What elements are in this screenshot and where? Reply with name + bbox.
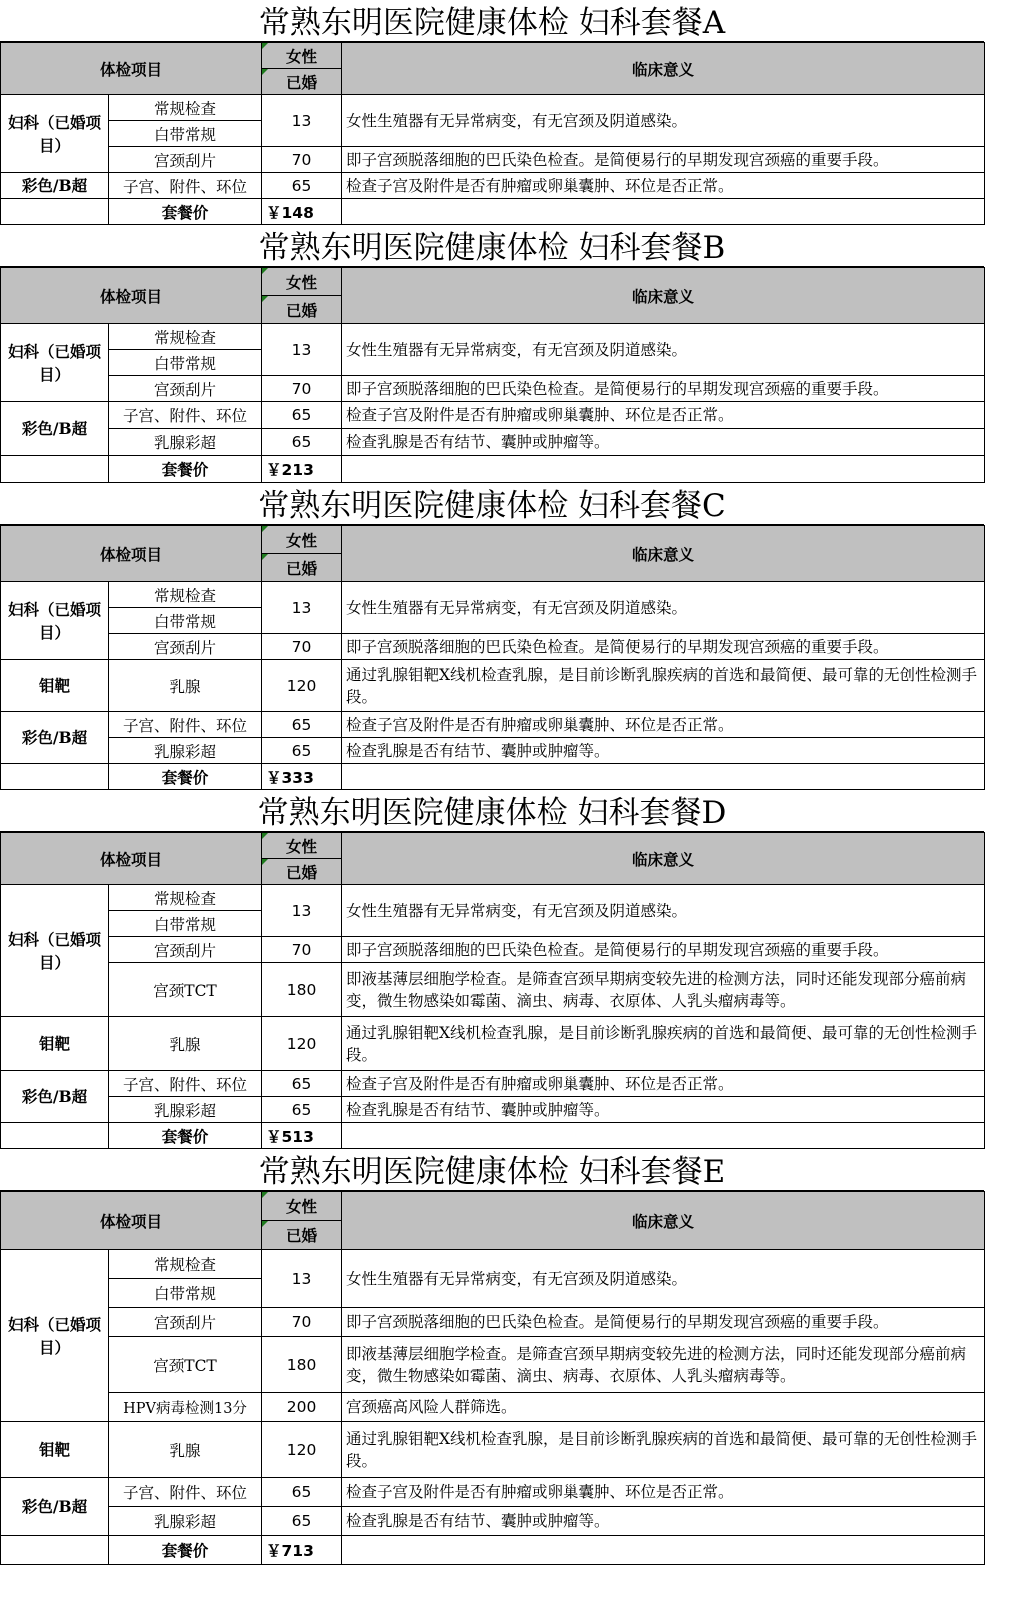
- header-meaning: 临床意义: [342, 1192, 985, 1250]
- meaning-cell: 通过乳腺钼靶X线机检查乳腺，是目前诊断乳腺疾病的首选和最简便、最可靠的无创性检测手段。: [342, 1422, 985, 1478]
- item-tct: 宫颈TCT: [109, 1337, 262, 1393]
- price-cell: 70: [262, 634, 342, 660]
- price-cell: 65: [262, 1071, 342, 1097]
- meaning-cell: 女性生殖器有无异常病变，有无宫颈及阴道感染。: [342, 324, 985, 376]
- total-label: 套餐价: [109, 1123, 262, 1149]
- meaning-cell: 宫颈癌高风险人群筛选。: [342, 1393, 985, 1422]
- item-pap: 宫颈刮片: [109, 147, 262, 173]
- meaning-cell: 通过乳腺钼靶X线机检查乳腺，是目前诊断乳腺疾病的首选和最简便、最可靠的无创性检测手段。: [342, 1017, 985, 1071]
- price-cell: 120: [262, 1422, 342, 1478]
- package-title: 常熟东明医院健康体检 妇科套餐B: [0, 225, 984, 267]
- header-gender: 女性: [262, 526, 342, 554]
- meaning-cell: 检查乳腺是否有结节、囊肿或肿瘤等。: [342, 738, 985, 764]
- item-leukorrhea: 白带常规: [109, 608, 262, 634]
- category-gynecology: 妇科（已婚项目）: [1, 324, 109, 402]
- item-breast: 乳腺: [109, 660, 262, 712]
- meaning-cell: 女性生殖器有无异常病变，有无宫颈及阴道感染。: [342, 95, 985, 147]
- meaning-cell: 检查子宫及附件是否有肿瘤或卵巢囊肿、环位是否正常。: [342, 1478, 985, 1507]
- header-meaning: 临床意义: [342, 43, 985, 95]
- item-hpv: HPV病毒检测13分: [109, 1393, 262, 1422]
- price-cell: 13: [262, 885, 342, 937]
- total-label: 套餐价: [109, 1536, 262, 1565]
- item-breast-us: 乳腺彩超: [109, 738, 262, 764]
- total-label: 套餐价: [109, 456, 262, 483]
- header-marital: 已婚: [262, 554, 342, 582]
- header-item: 体检项目: [1, 833, 262, 885]
- blank-cell: [342, 1123, 985, 1149]
- package-title: 常熟东明医院健康体检 妇科套餐A: [0, 0, 984, 42]
- price-cell: 13: [262, 324, 342, 376]
- header-gender: 女性: [262, 43, 342, 69]
- item-leukorrhea: 白带常规: [109, 350, 262, 376]
- meaning-cell: 检查子宫及附件是否有肿瘤或卵巢囊肿、环位是否正常。: [342, 173, 985, 199]
- meaning-cell: 通过乳腺钼靶X线机检查乳腺，是目前诊断乳腺疾病的首选和最简便、最可靠的无创性检测手段。: [342, 660, 985, 712]
- price-cell: 65: [262, 738, 342, 764]
- header-marital: 已婚: [262, 859, 342, 885]
- header-marital: 已婚: [262, 69, 342, 95]
- item-pap: 宫颈刮片: [109, 937, 262, 963]
- header-item: 体检项目: [1, 268, 262, 324]
- total-price: ￥148: [262, 199, 342, 225]
- meaning-cell: 即液基薄层细胞学检查。是筛查宫颈早期病变较先进的检测方法，同时还能发现部分癌前病变，微生物感染如霉菌、滴虫、病毒、衣原体、人乳头瘤病毒等。: [342, 963, 985, 1017]
- header-meaning: 临床意义: [342, 268, 985, 324]
- category-gynecology: 妇科（已婚项目）: [1, 885, 109, 1017]
- category-mammography: 钼靶: [1, 660, 109, 712]
- meaning-cell: 检查乳腺是否有结节、囊肿或肿瘤等。: [342, 429, 985, 456]
- price-cell: 65: [262, 1478, 342, 1507]
- total-price: ￥713: [262, 1536, 342, 1565]
- item-routine: 常规检查: [109, 582, 262, 608]
- total-price: ￥513: [262, 1123, 342, 1149]
- total-label: 套餐价: [109, 199, 262, 225]
- item-pap: 宫颈刮片: [109, 376, 262, 402]
- price-cell: 65: [262, 1097, 342, 1123]
- package-table: [0, 267, 985, 483]
- total-price: ￥333: [262, 764, 342, 790]
- blank-cell: [1, 1536, 109, 1565]
- price-cell: 180: [262, 1337, 342, 1393]
- item-breast: 乳腺: [109, 1017, 262, 1071]
- category-ultrasound: 彩色/B超: [1, 1478, 109, 1536]
- price-cell: 65: [262, 1507, 342, 1536]
- price-cell: 13: [262, 1250, 342, 1308]
- price-cell: 13: [262, 582, 342, 634]
- header-gender: 女性: [262, 833, 342, 859]
- meaning-cell: 即液基薄层细胞学检查。是筛查宫颈早期病变较先进的检测方法，同时还能发现部分癌前病变，微生物感染如霉菌、滴虫、病毒、衣原体、人乳头瘤病毒等。: [342, 1337, 985, 1393]
- meaning-cell: 即子宫颈脱落细胞的巴氏染色检查。是简便易行的早期发现宫颈癌的重要手段。: [342, 937, 985, 963]
- meaning-cell: 即子宫颈脱落细胞的巴氏染色检查。是简便易行的早期发现宫颈癌的重要手段。: [342, 147, 985, 173]
- header-marital: 已婚: [262, 1221, 342, 1250]
- package-e: [0, 1149, 984, 1565]
- category-ultrasound: 彩色/B超: [1, 1071, 109, 1123]
- category-ultrasound: 彩色/B超: [1, 402, 109, 456]
- package-c: [0, 483, 984, 790]
- header-gender: 女性: [262, 1192, 342, 1221]
- blank-cell: [342, 199, 985, 225]
- category-gynecology: 妇科（已婚项目）: [1, 582, 109, 660]
- item-breast-us: 乳腺彩超: [109, 1507, 262, 1536]
- meaning-cell: 检查子宫及附件是否有肿瘤或卵巢囊肿、环位是否正常。: [342, 712, 985, 738]
- blank-cell: [1, 199, 109, 225]
- price-cell: 65: [262, 712, 342, 738]
- header-marital: 已婚: [262, 296, 342, 324]
- meaning-cell: 检查子宫及附件是否有肿瘤或卵巢囊肿、环位是否正常。: [342, 1071, 985, 1097]
- price-cell: 70: [262, 147, 342, 173]
- header-item: 体检项目: [1, 43, 262, 95]
- item-uterus: 子宫、附件、环位: [109, 712, 262, 738]
- header-meaning: 临床意义: [342, 526, 985, 582]
- header-item: 体检项目: [1, 1192, 262, 1250]
- category-gynecology: 妇科（已婚项目）: [1, 1250, 109, 1422]
- header-meaning: 临床意义: [342, 833, 985, 885]
- package-title: 常熟东明医院健康体检 妇科套餐D: [0, 790, 984, 832]
- package-table: [0, 1191, 985, 1565]
- price-cell: 70: [262, 376, 342, 402]
- meaning-cell: 即子宫颈脱落细胞的巴氏染色检查。是简便易行的早期发现宫颈癌的重要手段。: [342, 634, 985, 660]
- total-label: 套餐价: [109, 764, 262, 790]
- item-uterus: 子宫、附件、环位: [109, 173, 262, 199]
- header-gender: 女性: [262, 268, 342, 296]
- item-leukorrhea: 白带常规: [109, 911, 262, 937]
- item-uterus: 子宫、附件、环位: [109, 1071, 262, 1097]
- item-pap: 宫颈刮片: [109, 634, 262, 660]
- package-d: [0, 790, 984, 1149]
- meaning-cell: 即子宫颈脱落细胞的巴氏染色检查。是简便易行的早期发现宫颈癌的重要手段。: [342, 376, 985, 402]
- price-cell: 70: [262, 937, 342, 963]
- item-leukorrhea: 白带常规: [109, 1279, 262, 1308]
- header-item: 体检项目: [1, 526, 262, 582]
- price-cell: 120: [262, 1017, 342, 1071]
- package-a: [0, 0, 984, 225]
- price-cell: 200: [262, 1393, 342, 1422]
- blank-cell: [342, 1536, 985, 1565]
- category-gynecology: 妇科（已婚项目）: [1, 95, 109, 173]
- item-routine: 常规检查: [109, 324, 262, 350]
- price-cell: 65: [262, 429, 342, 456]
- item-tct: 宫颈TCT: [109, 963, 262, 1017]
- item-breast: 乳腺: [109, 1422, 262, 1478]
- item-breast-us: 乳腺彩超: [109, 429, 262, 456]
- meaning-cell: 女性生殖器有无异常病变，有无宫颈及阴道感染。: [342, 582, 985, 634]
- meaning-cell: 检查乳腺是否有结节、囊肿或肿瘤等。: [342, 1507, 985, 1536]
- package-table: [0, 832, 985, 1149]
- item-pap: 宫颈刮片: [109, 1308, 262, 1337]
- price-cell: 13: [262, 95, 342, 147]
- item-routine: 常规检查: [109, 95, 262, 121]
- package-b: [0, 225, 984, 483]
- package-table: [0, 525, 985, 790]
- category-mammography: 钼靶: [1, 1422, 109, 1478]
- price-cell: 65: [262, 402, 342, 429]
- package-table: [0, 42, 985, 225]
- total-price: ￥213: [262, 456, 342, 483]
- price-cell: 120: [262, 660, 342, 712]
- meaning-cell: 即子宫颈脱落细胞的巴氏染色检查。是简便易行的早期发现宫颈癌的重要手段。: [342, 1308, 985, 1337]
- blank-cell: [1, 764, 109, 790]
- category-ultrasound: 彩色/B超: [1, 173, 109, 199]
- meaning-cell: 女性生殖器有无异常病变，有无宫颈及阴道感染。: [342, 1250, 985, 1308]
- blank-cell: [1, 1123, 109, 1149]
- blank-cell: [342, 764, 985, 790]
- item-uterus: 子宫、附件、环位: [109, 1478, 262, 1507]
- meaning-cell: 女性生殖器有无异常病变，有无宫颈及阴道感染。: [342, 885, 985, 937]
- price-cell: 180: [262, 963, 342, 1017]
- price-cell: 70: [262, 1308, 342, 1337]
- item-uterus: 子宫、附件、环位: [109, 402, 262, 429]
- price-cell: 65: [262, 173, 342, 199]
- item-routine: 常规检查: [109, 885, 262, 911]
- meaning-cell: 检查子宫及附件是否有肿瘤或卵巢囊肿、环位是否正常。: [342, 402, 985, 429]
- blank-cell: [1, 456, 109, 483]
- item-breast-us: 乳腺彩超: [109, 1097, 262, 1123]
- blank-cell: [342, 456, 985, 483]
- category-mammography: 钼靶: [1, 1017, 109, 1071]
- package-title: 常熟东明医院健康体检 妇科套餐C: [0, 483, 984, 525]
- item-leukorrhea: 白带常规: [109, 121, 262, 147]
- package-title: 常熟东明医院健康体检 妇科套餐E: [0, 1149, 984, 1191]
- meaning-cell: 检查乳腺是否有结节、囊肿或肿瘤等。: [342, 1097, 985, 1123]
- item-routine: 常规检查: [109, 1250, 262, 1279]
- category-ultrasound: 彩色/B超: [1, 712, 109, 764]
